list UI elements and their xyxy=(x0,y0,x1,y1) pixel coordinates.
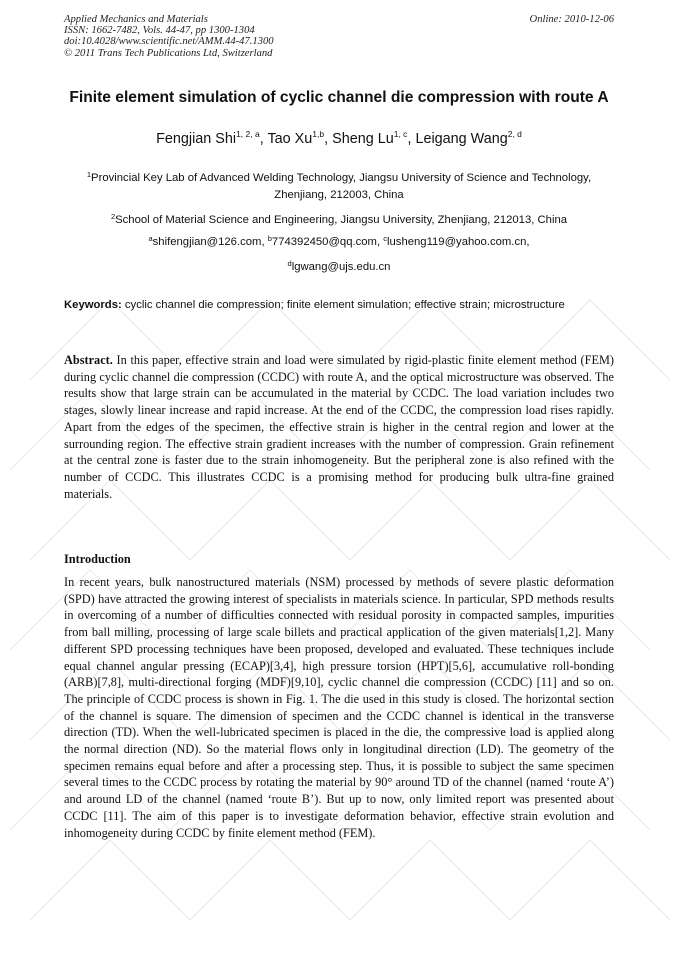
author-name: Tao Xu xyxy=(267,131,313,147)
author-name: Fengjian Shi xyxy=(156,131,237,147)
abstract-text: In this paper, effective strain and load were simulated by rigid-plastic finite element method (FEM) during cyclic channel die compression (CCDC) with route A, and the optical microstructure was observed. The results show that large strain can be accumulated in the material by CCDC. The load variation includes two stages, slowly linear increase and rapid increase. At the end of the CCDC, the compression load rises rapidly. Apart from the edges of the specimen, the effective strain is higher in the central region and lower at the surrounding region. The effective strain gradient increases with the number of compression. Grain refinement at the central zone is faster due to the strain inhomogeneity. But the peripheral zone is also refined with the number of CCDC. This illustrates CCDC is a promising method for producing bulk ultra-fine grained materials. xyxy=(64,353,614,501)
affiliation-2: $^2$School of Material Science and Engineering, Jiangsu University, Zhenjiang, 212013, China xyxy=(110,212,568,226)
affiliation-1: $^1$Provincial Key Lab of Advanced Welding Technology, Jiangsu University of Science and Technology, Zhenjiang, 212003, China xyxy=(86,170,592,201)
journal-name: Applied Mechanics and Materials xyxy=(64,14,208,25)
online-date: Online: 2010-12-06 xyxy=(529,14,614,25)
copyright-line: © 2011 Trans Tech Publications Ltd, Switzerland xyxy=(64,47,273,59)
author-name: Leigang Wang xyxy=(415,131,508,147)
author-sup: 1, 2, a xyxy=(236,129,260,139)
keywords-text: cyclic channel die compression; finite element simulation; effective strain; microstructure xyxy=(121,299,565,311)
email-address: 774392450@qq.com, xyxy=(271,236,384,248)
keywords-label: Keywords: xyxy=(64,299,122,311)
doi-line: doi:10.4028/www.scientific.net/AMM.44-47.1300 xyxy=(64,36,274,48)
abstract xyxy=(64,352,614,502)
issn-line: ISSN: 1662-7482, Vols. 44-47, pp 1300-1304 xyxy=(64,25,255,37)
author-list: Fengjian Shi$^{1, 2, a}$, Tao Xu$^{1,b}$, Sheng Lu$^{1, c}$, Leigang Wang$^{2, d}$ xyxy=(156,129,522,147)
abstract-label: Abstract. xyxy=(64,353,113,367)
author-sup: 2, d xyxy=(507,129,522,139)
author-sup: 1,b xyxy=(312,129,325,139)
section-heading-introduction: Introduction xyxy=(64,552,131,566)
introduction-paragraph: In recent years, bulk nanostructured materials (NSM) processed by methods of severe plastic deformation (SPD) have attracted the growing interest of specialists in materials science. In particular, SPD methods results in overcoming of a number of difficulties connected with residual porosity in compacted samples, impurities from ball milling, processing of large scale billets and practical application of the given materials[1,2]. Many different SPD processing techniques have been proposed, developed and evaluated. These techniques include equal channel angular pressing (ECAP)[3,4], high pressure torsion (HPT)[5,6], accumulative roll-bonding (ARB)[7,8], multi-directional forging (MDF)[9,10], cyclic channel die compression (CCDC) [11] and so on. The principle of CCDC process is shown in Fig. 1. The die used in this study is closed. The horizontal section of the channel is square. The dimension of specimen and the CCDC channel is identical in the transverse direction (TD). When the well-lubricated specimen is placed in the die, the compressive load is applied along the normal direction (ND). So the material flows only in longitudinal direction (LD). The geometry of the specimen remains equal before and after a processing step. Thus, it is possible to subject the same specimen several times to the CCDC process by rotating the material by 90° around TD of the channel (named ‘route A’) and around LD of the channel (named ‘route B’). But up to now, only limited report was presented about CCDC [11]. The aim of this paper is to investigate deformation behavior, effective strain evolution and inhomogeneity during CCDC by finite element method (FEM). xyxy=(64,575,614,840)
paper-title: Finite element simulation of cyclic channel die compression with route A xyxy=(69,89,609,106)
email-address: lusheng119@yahoo.com.cn, xyxy=(387,236,530,248)
email-address: shifengjian@126.com, xyxy=(152,236,268,248)
keywords xyxy=(64,297,614,314)
journal-header xyxy=(64,14,274,59)
author-sup: 1, c xyxy=(393,129,408,139)
email-line-1: $^a$shifengjian@126.com, $^b$774392450@qq.com, $^c$lusheng119@yahoo.com.cn, xyxy=(148,234,530,248)
email-address: lgwang@ujs.edu.cn xyxy=(291,261,391,273)
email-line-2: $^d$lgwang@ujs.edu.cn xyxy=(287,259,391,273)
author-name: Sheng Lu xyxy=(332,131,394,147)
